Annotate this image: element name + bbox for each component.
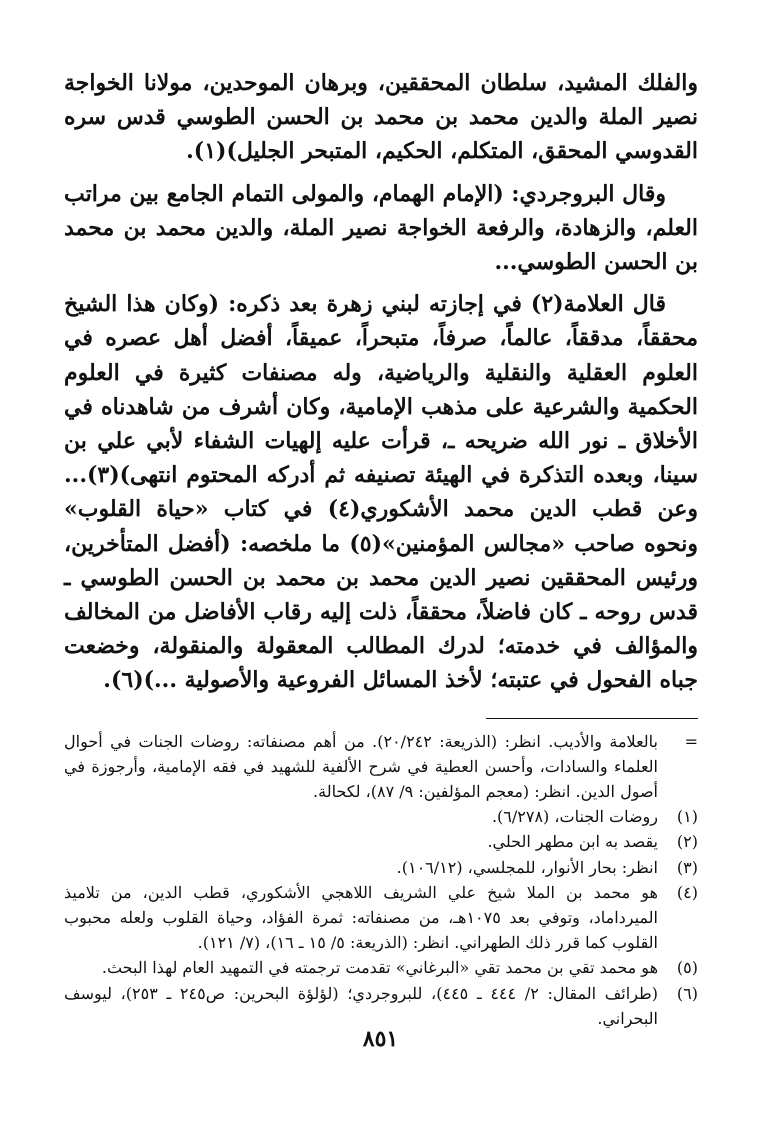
footnote-mark: (١) (676, 807, 698, 827)
book-page (64, 66, 698, 1031)
main-paragraph-1: والفلك المشيد، سلطان المحققين، وبرهان الموحدين، مولانا الخواجة نصير الملة والدين محمد بن محمد بن الحسن الطوسي قدس سره القدوسي المحقق، المتكلم، الحكيم، المتبحر الجليل)(١). (64, 70, 698, 165)
footnote-mark: (٦) (676, 983, 698, 1003)
footnote-text: انظر: بحار الأنوار، للمجلسي، (١٠٦/١٢). (396, 857, 658, 877)
main-paragraph-3: قال العلامة(٢) في إجازته لبني زهرة بعد ذكره: (وكان هذا الشيخ محققاً، مدققاً، عالماً، صرفاً، متبحراً، عميقاً، أفضل أهل عصره في العلوم العقلية والنقلية والرياضية، وله مصنفات كثيرة في العلوم الحكمية والشرعية على مذهب الإمامية، وكان أشرف من شاهدناه في الأخلاق ـ نور الله ضريحه ـ، قرأت عليه إلهيات الشفاء لأبي علي بن سينا، وبعده التذكرة في الهيئة تصنيفه ثم أدركه المحتوم انتهى)(٣)... وعن قطب الدين محمد الأشكوري(٤) في كتاب «حياة القلوب» ونحوه صاحب «مجالس المؤمنين»(٥) ما ملخصه: (أفضل المتأخرين، ورئيس المحققين نصير الدين محمد بن محمد بن الحسن الطوسي ـ قدس روحه ـ كان فاضلاً، محققاً، ذلت إليه رقاب الأفاضل من المخالف والمؤالف في خدمته؛ لدرك المطالب المعقولة والمنقولة، وخضعت جباه الفحول في عتبته؛ لأخذ المسائل الفروعية والأصولية ...)(٦). (64, 291, 698, 694)
footnote-text: روضات الجنات، (٦/٢٧٨). (491, 807, 658, 827)
footnote-text: بالعلامة والأديب. انظر: (الذريعة: ٢٠/٢٤٢). من أهم مصنفاته: روضات الجنات في أحوال العلماء والسادات، وأحسن العطية في شرح الألفية للشهيد في فقه الإمامية، وأرجوزة في أصول الدين. انظر: (معجم المؤلفين: ٩/ ٨٧)، لكحالة. (64, 731, 659, 802)
footnote-6 (64, 981, 698, 1031)
footnote-2 (64, 829, 698, 854)
footnote-text: هو محمد بن الملا شيخ علي الشريف اللاهجي الأشكوري، قطب الدين، من تلاميذ الميرداماد، وتوفي بعد ١٠٧٥هـ، من مصنفاته: ثمرة الفؤاد، وحياة القلوب ولعله محبوب القلوب كما قرر ذلك الطهراني. انظر: (الذريعة: ٥/ ١٥ ـ ١٦)، (٧/ ١٢١). (64, 882, 658, 953)
main-paragraph-2: وقال البروجردي: (الإمام الهمام، والمولى التمام الجامع بين مراتب العلم، والزهادة، والرفعة الخواجة نصير الملة، والدين محمد بن محمد بن الحسن الطوسي... (63, 180, 698, 276)
footnote-mark: (٣) (676, 857, 698, 877)
footnote-text: يقصد به ابن مطهر الحلي. (487, 832, 658, 852)
footnote-mark: = (684, 731, 698, 751)
footnote-5 (64, 955, 698, 980)
footnote-text: (طرائف المقال: ٢/ ٤٤٤ ـ ٤٤٥)، للبروجردي؛ (لؤلؤة البحرين: ص٢٤٥ ـ ٢٥٣)، ليوسف البحراني. (64, 983, 659, 1028)
footnote-continuation (64, 729, 698, 805)
footnote-mark: (٥) (676, 958, 698, 978)
footnote-mark: (٤) (676, 882, 698, 902)
footnotes-section (64, 729, 698, 1031)
footnote-separator (486, 718, 698, 719)
footnote-text: هو محمد تقي بن محمد تقي «البرغاني» تقدمت ترجمته في التمهيد العام لهذا البحث. (101, 958, 658, 978)
footnote-mark: (٢) (676, 832, 698, 852)
footnote-4 (64, 880, 698, 956)
footnote-1 (64, 804, 698, 829)
page-number: ٨٥١ (362, 1026, 399, 1052)
footnote-3 (64, 855, 698, 880)
